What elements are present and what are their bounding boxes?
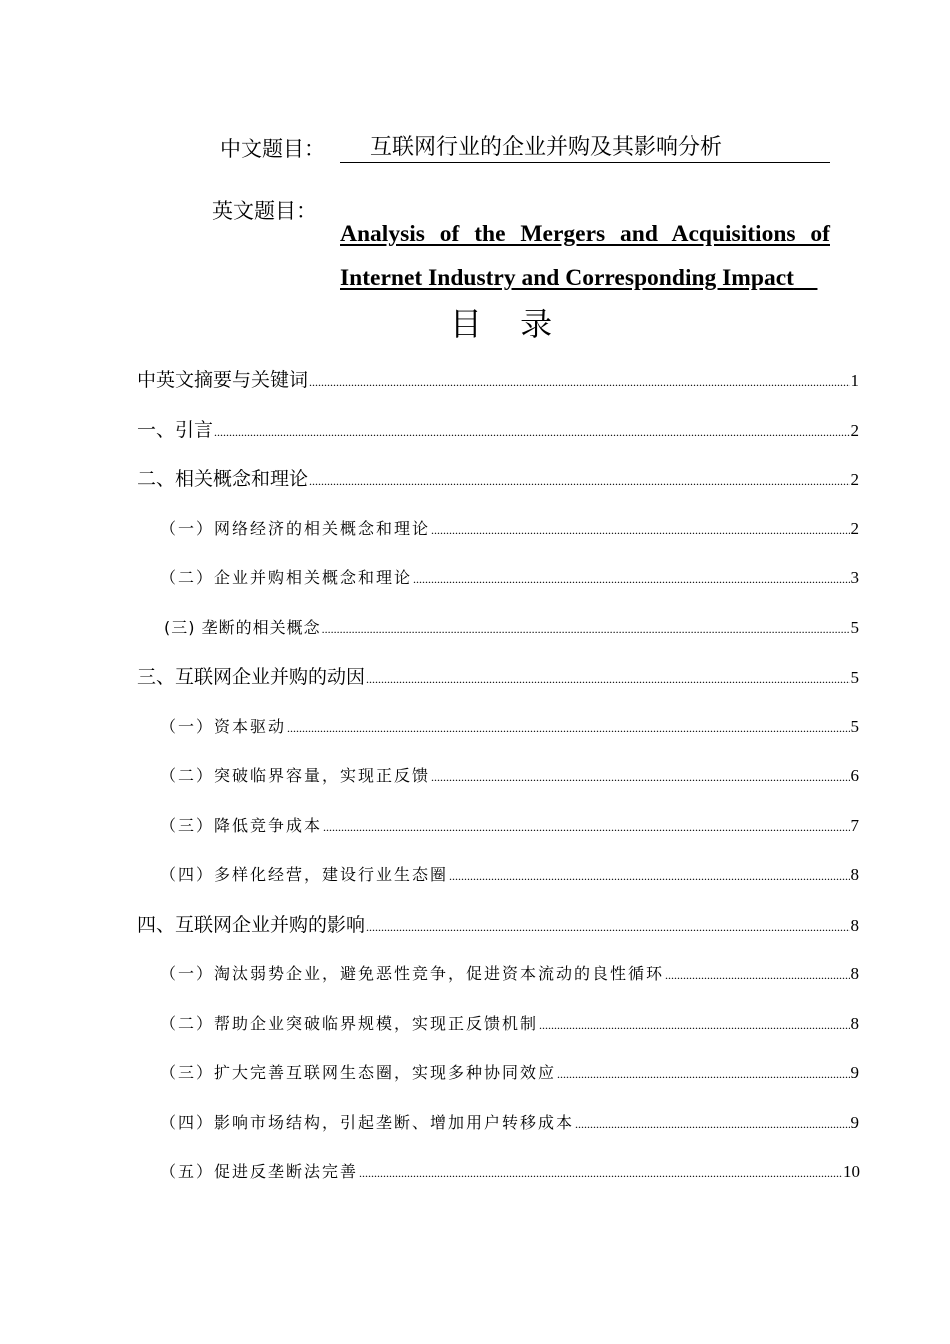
toc-leader-dots: [366, 912, 849, 942]
toc-entry-reduce-competition-cost[interactable]: [160, 811, 859, 841]
toc-entry-text: （三）扩大完善互联网生态圈，实现多种协同效应: [160, 1063, 557, 1082]
toc-page-number: 8: [850, 964, 859, 983]
toc-entry-text: （二）突破临界容量，实现正反馈: [160, 766, 431, 785]
toc-heading: 目 录: [449, 305, 567, 343]
toc-leader-dots: [366, 664, 849, 694]
toc-entry-text: （四）影响市场结构，引起垄断、增加用户转移成本: [160, 1113, 575, 1132]
toc-leader-dots: [287, 713, 849, 743]
toc-leader-dots: [575, 1109, 849, 1139]
toc-entry-ma-concepts[interactable]: [160, 563, 859, 593]
toc-page-number: 10: [843, 1162, 860, 1181]
toc-leader-dots: [665, 960, 849, 990]
en-title-line-1: Analysis of the Mergers and Acquisitions of: [340, 221, 830, 247]
cn-title-value: 互联网行业的企业并购及其影响分析: [340, 134, 830, 163]
toc-entry-text: （四）多样化经营，建设行业生态圈: [160, 865, 449, 884]
toc-page-number: 9: [850, 1063, 859, 1082]
toc-leader-dots: [557, 1059, 849, 1089]
toc-page-number: 5: [850, 717, 859, 736]
toc-entry-text: 一、引言: [137, 419, 214, 441]
toc-leader-dots: [214, 417, 849, 447]
toc-entry-monopoly-concepts[interactable]: [164, 613, 859, 643]
toc-leader-dots: [322, 614, 850, 644]
toc-entry-critical-capacity[interactable]: [160, 761, 859, 791]
toc-entry-text: （三）降低竞争成本: [160, 816, 323, 835]
toc-entry-antitrust-law[interactable]: [160, 1157, 860, 1187]
toc-leader-dots: [539, 1010, 849, 1040]
toc-entry-introduction[interactable]: [137, 415, 859, 445]
toc-page-number: 3: [850, 568, 859, 587]
toc-leader-dots: [309, 367, 849, 397]
toc-entry-text: （二）企业并购相关概念和理论: [160, 568, 413, 587]
toc-entry-impacts[interactable]: [137, 910, 859, 940]
toc-page-number: 1: [850, 371, 859, 390]
toc-entry-market-structure[interactable]: [160, 1108, 859, 1138]
cn-title-label: 中文题目：: [220, 137, 325, 161]
toc-leader-dots: [309, 466, 849, 496]
toc-entry-text: （一）网络经济的相关概念和理论: [160, 519, 431, 538]
toc-entry-critical-scale[interactable]: [160, 1009, 859, 1039]
toc-entry-concepts[interactable]: [137, 464, 859, 494]
toc-page-number: 9: [850, 1113, 859, 1132]
toc-entry-text: （二）帮助企业突破临界规模，实现正反馈机制: [160, 1014, 539, 1033]
toc-leader-dots: [413, 564, 849, 594]
toc-entry-network-economy[interactable]: [160, 514, 859, 544]
toc-entry-text: （五）促进反垄断法完善: [160, 1162, 359, 1181]
toc-page-number: 6: [850, 766, 859, 785]
toc-leader-dots: [323, 812, 849, 842]
toc-entry-eliminate-weak[interactable]: [160, 959, 859, 989]
toc-page-number: 2: [850, 421, 859, 440]
toc-leader-dots: [431, 515, 849, 545]
toc-page-number: 8: [850, 1014, 859, 1033]
toc-page-number: 5: [850, 618, 859, 637]
toc-page-number: 7: [850, 816, 859, 835]
en-title-label: 英文题目：: [212, 199, 317, 223]
toc-entry-capital-driven[interactable]: [160, 712, 859, 742]
toc-leader-dots: [449, 861, 849, 891]
toc-entry-ecosystem[interactable]: [160, 1058, 859, 1088]
toc-page-number: 8: [850, 916, 859, 935]
toc-entry-text: （一）资本驱动: [160, 717, 287, 736]
toc-leader-dots: [359, 1158, 842, 1188]
toc-entry-motives[interactable]: [137, 662, 859, 692]
toc-entry-text: 中英文摘要与关键词: [137, 369, 309, 391]
toc-entry-abstract[interactable]: [137, 365, 859, 395]
toc-entry-diversification[interactable]: [160, 860, 859, 890]
toc-entry-text: （一）淘汰弱势企业，避免恶性竞争，促进资本流动的良性循环: [160, 964, 665, 983]
toc-leader-dots: [431, 762, 849, 792]
toc-page-number: 8: [850, 865, 859, 884]
toc-entry-text: 四、互联网企业并购的影响: [137, 914, 366, 936]
toc-page-number: 2: [850, 470, 859, 489]
toc-page-number: 2: [850, 519, 859, 538]
toc-entry-text: 二、相关概念和理论: [137, 468, 309, 490]
toc-entry-text: (三) 垄断的相关概念: [164, 618, 321, 637]
en-title-value: [340, 212, 830, 300]
toc-entry-text: 三、互联网企业并购的动因: [137, 666, 366, 688]
toc-page-number: 5: [850, 668, 859, 687]
en-title-line-2: [340, 256, 830, 300]
en-title-line-2-text: Internet Industry and Corresponding Impact: [340, 265, 794, 291]
